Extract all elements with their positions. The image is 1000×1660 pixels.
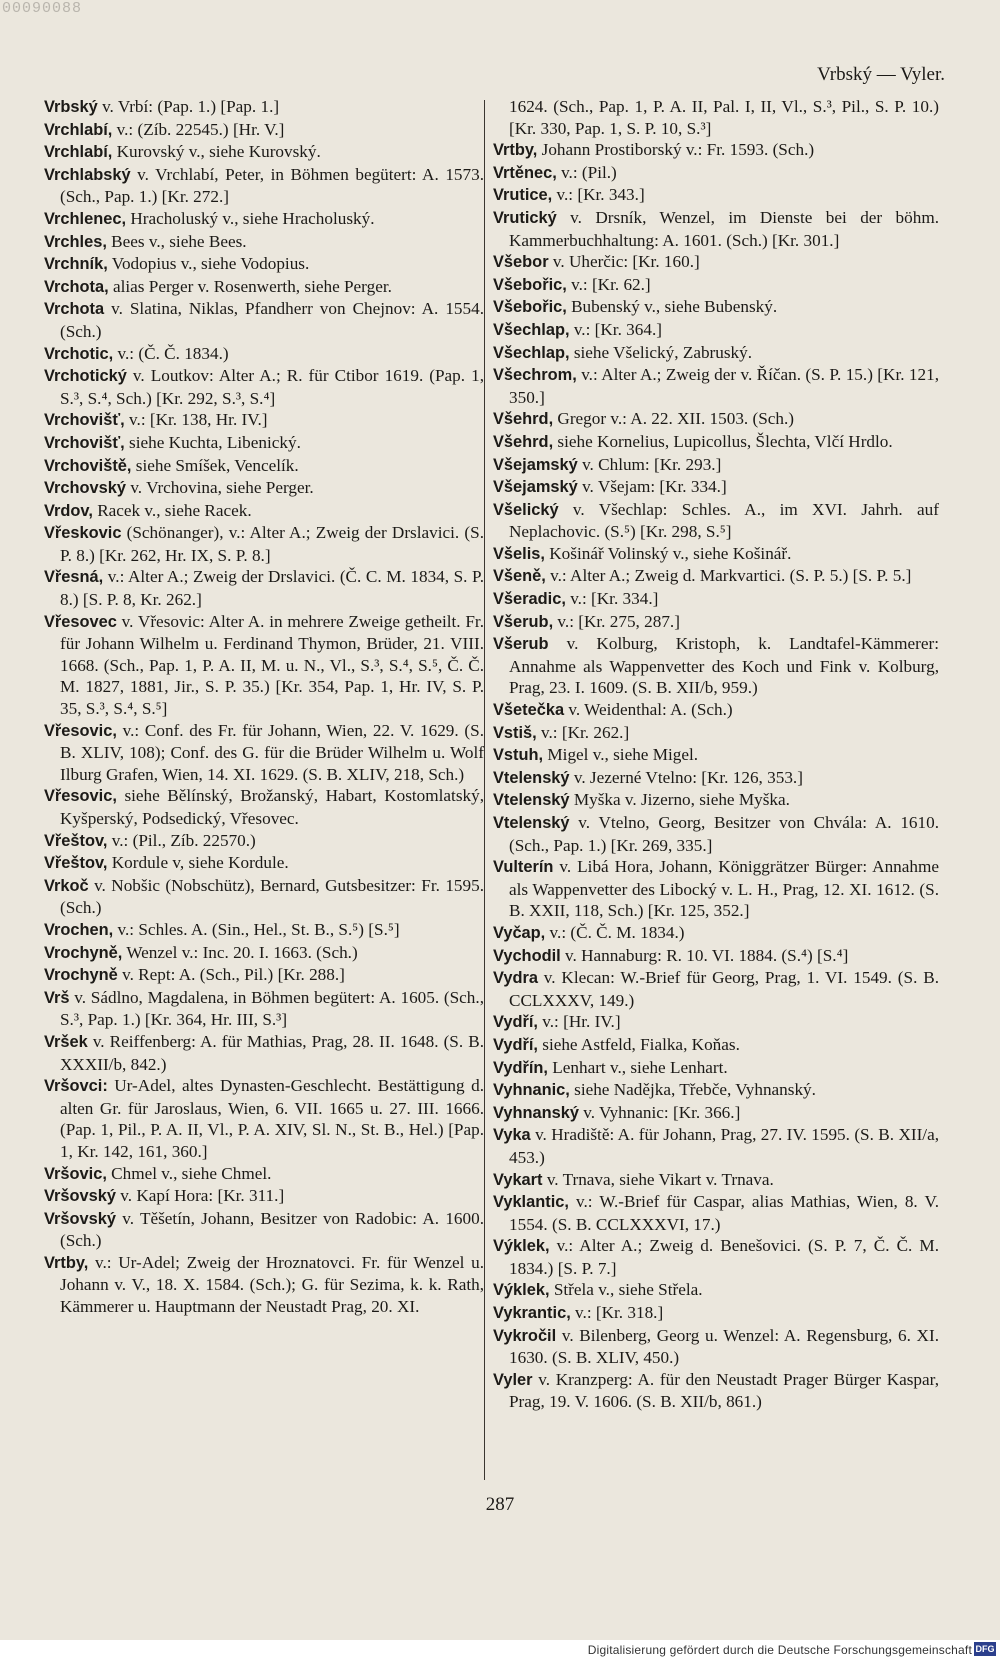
entry-text: Ur-Adel, altes Dynasten-Geschlecht. Bestättigung d. alten Gr. für Jaroslaus, Wien, 6. VII. 1665 u. 27. III. 1666. (Pap. 1, Pil., P. A. II, Vl., P. A. XIV, Sl. N., St. B., Hel.) [Pap. 1, Kr. 142, 161, 360.] xyxy=(60,1076,484,1161)
entry-text: v.: Alter A.; Zweig der v. Říčan. (S. P. 15.) [Kr. 121, 350.] xyxy=(509,365,939,407)
entry-headword: Vrchník, xyxy=(44,255,108,274)
dictionary-entry xyxy=(493,1279,939,1302)
dictionary-entry xyxy=(44,942,484,965)
entry-text: siehe Astfeld, Fialka, Koňas. xyxy=(537,1034,740,1054)
entry-text: v. Weidenthal: A. (Sch.) xyxy=(564,700,733,720)
entry-headword: Všechlap, xyxy=(493,320,570,339)
entry-text: Bees v., siehe Bees. xyxy=(106,231,247,251)
entry-text: Hracholuský v., siehe Hracholuský. xyxy=(126,208,375,228)
entry-headword: Výklek, xyxy=(493,1237,550,1256)
entry-text: v. Hannaburg: R. 10. VI. 1884. (S.⁴) [S.⁴] xyxy=(560,945,849,965)
dictionary-entry xyxy=(493,1325,939,1369)
entry-headword: Vrochen, xyxy=(44,920,114,939)
entry-text: v. Vyhnanic: [Kr. 366.] xyxy=(578,1102,741,1122)
entry-headword: Vřesovic, xyxy=(44,721,117,740)
entry-headword: Vršovský xyxy=(44,1187,116,1206)
entry-text: v.: (Pil.) xyxy=(556,162,617,182)
entry-headword: Vřesovic, xyxy=(44,787,117,806)
dictionary-entry xyxy=(44,432,484,455)
dictionary-entry xyxy=(493,364,939,408)
entry-text: v. Kapí Hora: [Kr. 311.] xyxy=(116,1186,285,1206)
dictionary-entry xyxy=(493,319,939,342)
entry-headword: Vyklantic, xyxy=(493,1193,569,1212)
entry-headword: Všechlap, xyxy=(493,343,570,362)
entry-text: v.: Alter A.; Zweig d. Markvartici. (S. P. 5.) [S. P. 5.] xyxy=(545,566,912,586)
entry-headword: Vyčap, xyxy=(493,923,546,942)
dictionary-entry xyxy=(493,342,939,365)
entry-headword: Vřeštov, xyxy=(44,831,108,850)
dictionary-entry xyxy=(493,476,939,499)
entry-text: v. Klecan: W.-Brief für Georg, Prag, 1. VI. 1549. (S. B. CCLXXXV, 149.) xyxy=(509,968,939,1010)
entry-text: v.: Schles. A. (Sin., Hel., St. B., S.⁵) [S.⁵] xyxy=(113,919,400,939)
dictionary-entry xyxy=(493,767,939,790)
entry-headword: Vyhnanský xyxy=(493,1103,579,1122)
entry-text: v.: (Č. Č. 1834.) xyxy=(113,343,229,363)
dictionary-entry xyxy=(44,830,484,853)
entry-text: v.: Alter A.; Zweig der Drslavici. (Č. C. M. 1834, S. P. 8.) [S. P. 8, Kr. 262.] xyxy=(60,567,484,610)
entry-headword: Vrchotický xyxy=(44,367,127,386)
dictionary-entry xyxy=(493,543,939,566)
dictionary-entry xyxy=(493,699,939,722)
entry-headword: Vykrantic, xyxy=(493,1304,571,1323)
dictionary-entry xyxy=(493,96,939,139)
dictionary-entry xyxy=(44,477,484,500)
entry-text: v.: (Pil., Zíb. 22570.) xyxy=(107,830,256,850)
entry-text: v.: [Kr. 318.] xyxy=(570,1303,664,1323)
entry-text: siehe Všelický, Zabruský. xyxy=(569,342,753,362)
entry-headword: Vršovský xyxy=(44,1209,116,1228)
dictionary-entry xyxy=(493,789,939,812)
entry-headword: Vřesná, xyxy=(44,568,104,587)
entry-headword: Vršovci: xyxy=(44,1077,108,1096)
entry-headword: Vrchovišť, xyxy=(44,433,125,452)
dictionary-entry xyxy=(493,744,939,767)
entry-text: v. Reiffenberg: A. für Mathias, Prag, 28. II. 1648. (S. B. XXXII/b, 842.) xyxy=(60,1031,484,1074)
entry-headword: Všebořic, xyxy=(493,275,567,294)
footer-credit: Digitalisierung gefördert durch die Deutsche Forschungsgemeinschaft xyxy=(587,1643,972,1657)
entry-headword: Vrutický xyxy=(493,208,557,227)
entry-text: v. Drsník, Wenzel, im Dienste bei der böhm. Kammerbuchhaltung: A. 1601. (Sch.) [Kr. 301.] xyxy=(509,207,939,250)
entry-text: Chmel v., siehe Chmel. xyxy=(106,1163,272,1183)
dictionary-entry xyxy=(493,207,939,251)
entry-headword: Vyka xyxy=(493,1126,531,1145)
dictionary-entry xyxy=(44,276,484,299)
entry-headword: Vyler xyxy=(493,1370,533,1389)
column-divider xyxy=(484,100,485,1480)
entry-headword: Vrtby, xyxy=(44,1253,89,1272)
dictionary-entry xyxy=(44,455,484,478)
entry-text: v.: [Hr. IV.] xyxy=(537,1012,621,1032)
dictionary-entry xyxy=(493,611,939,634)
entry-text: v. Loutkov: Alter A.; R. für Ctibor 1619. (Pap. 1, S.³, S.⁴, Sch.) [Kr. 292, S.³, S.⁴] xyxy=(60,366,484,408)
entry-text: v. Chlum: [Kr. 293.] xyxy=(577,454,722,474)
dictionary-entry xyxy=(493,633,939,699)
entry-headword: Vršovic, xyxy=(44,1164,107,1183)
entry-headword: Vrchovský xyxy=(44,479,127,498)
entry-headword: Vrchoviště, xyxy=(44,456,132,475)
entry-text: v. Libá Hora, Johann, Königgrätzer Bürger: Annahme als Wappenvetter des Libocký v. L. H., Prag, 12. XI. 1612. (S. B. XXII, 118, Sch.) [Kr. 125, 352.] xyxy=(509,857,939,921)
dictionary-entry xyxy=(44,119,484,142)
entry-text: v. Rept: A. (Sch., Pil.) [Kr. 288.] xyxy=(117,965,345,985)
entry-text: Kurovský v., siehe Kurovský. xyxy=(112,142,321,162)
entry-headword: Vychodil xyxy=(493,946,561,965)
entry-text: v. Vřesovic: Alter A. in mehrere Zweige getheilt. Fr. für Johann Wilhelm u. Ferdinand Thymon, Brüder, 21. VIII. 1668. (Sch., Pap. 1, P. A. II, M. u. N., Vl., S.³, S.⁴, S.⁵, Č. Č. M. 1827, 1881, Jir., S. P. 35.) [Kr. 354, Pap. 1, Hr. IV, S. P. 35, S.³, S.⁴, S.⁵] xyxy=(60,611,484,719)
entry-text: alias Perger v. Rosenwerth, siehe Perger. xyxy=(108,276,392,296)
entry-headword: Vstiš, xyxy=(493,723,537,742)
entry-headword: Vrchlenec, xyxy=(44,209,127,228)
entry-text: siehe Kuchta, Libenický. xyxy=(124,432,301,452)
entry-text: Lenhart v., siehe Lenhart. xyxy=(547,1057,728,1077)
entry-headword: Vrtby, xyxy=(493,141,538,160)
entry-headword: Všejamský xyxy=(493,478,578,497)
entry-headword: Všechrom, xyxy=(493,366,577,385)
running-head: Vrbský — Vyler. xyxy=(817,64,945,85)
dictionary-entry xyxy=(493,251,939,274)
entry-headword: Všetečka xyxy=(493,701,565,720)
entry-text: v.: [Kr. 275, 287.] xyxy=(553,611,680,631)
entry-headword: Vydří, xyxy=(493,1035,538,1054)
dictionary-entry xyxy=(44,343,484,366)
dictionary-entry xyxy=(493,967,939,1011)
dictionary-entry xyxy=(44,964,484,987)
scan-stamp: 00090088 xyxy=(2,0,83,17)
entry-text: v.: W.-Brief für Caspar, alias Mathias, Wien, 8. V. 1554. (S. B. CCLXXXVI, 17.) xyxy=(509,1192,939,1234)
dictionary-entry xyxy=(44,875,484,919)
entry-text: v. Kranzperg: A. für den Neustadt Prager Bürger Kaspar, Prag, 19. V. 1606. (S. B. XII/b, 861.) xyxy=(509,1369,939,1412)
entry-headword: Vykart xyxy=(493,1170,543,1189)
dictionary-entry xyxy=(493,722,939,745)
entry-headword: Všehrd, xyxy=(493,410,554,429)
entry-headword: Všerub, xyxy=(493,612,554,631)
entry-text: v.: [Kr. 138, Hr. IV.] xyxy=(124,410,268,430)
entry-text: Střela v., siehe Střela. xyxy=(549,1280,703,1300)
entry-text: v. Slatina, Niklas, Pfandherr von Chejnov: A. 1554. (Sch.) xyxy=(60,299,484,341)
dictionary-entry xyxy=(44,720,484,786)
dictionary-entry xyxy=(493,274,939,297)
dictionary-entry xyxy=(493,296,939,319)
page-number: 287 xyxy=(485,1494,515,1515)
dictionary-entry xyxy=(44,1031,484,1075)
dfg-logo: DFG xyxy=(975,1644,995,1654)
entry-text: v.: [Kr. 262.] xyxy=(536,722,630,742)
entry-text: v.: (Č. Č. M. 1834.) xyxy=(545,922,685,942)
entry-headword: Vrchota, xyxy=(44,277,109,296)
entry-headword: Vrtěnec, xyxy=(493,163,557,182)
dictionary-entry xyxy=(493,1011,939,1034)
entry-headword: Vršek xyxy=(44,1032,88,1051)
dictionary-entry xyxy=(493,1124,939,1168)
entry-text: Vodopius v., siehe Vodopius. xyxy=(107,254,310,274)
entry-text: v. Uherčic: [Kr. 160.] xyxy=(548,252,700,272)
entry-headword: Vydří, xyxy=(493,1013,538,1032)
entry-text: v.: [Kr. 343.] xyxy=(552,185,645,205)
entry-text: Johann Prostiborský v.: Fr. 1593. (Sch.) xyxy=(537,140,815,160)
entry-headword: Vrchotic, xyxy=(44,344,114,363)
entry-text: v. Sádlno, Magdalena, in Böhmen begütert: A. 1605. (Sch., S.³, Pap. 1.) [Kr. 364, Hr. III, S.³] xyxy=(60,987,484,1030)
dictionary-entry xyxy=(44,208,484,231)
entry-headword: Všehrd, xyxy=(493,432,554,451)
entry-text: Racek v., siehe Racek. xyxy=(92,500,252,520)
entry-headword: Vrchlabí, xyxy=(44,143,113,162)
dictionary-entry xyxy=(44,231,484,254)
entry-headword: Vydra xyxy=(493,969,538,988)
entry-text: v. Vrchovina, siehe Perger. xyxy=(126,478,314,498)
entry-headword: Všebořic, xyxy=(493,298,567,317)
entry-text: v.: [Kr. 364.] xyxy=(569,319,662,339)
dictionary-entry xyxy=(44,96,484,119)
entry-text: v. Vrchlabí, Peter, in Böhmen begütert: A. 1573. (Sch., Pap. 1.) [Kr. 272.] xyxy=(60,164,484,207)
entry-text: v.: Alter A.; Zweig d. Benešovici. (S. P. 7, Č. Č. M. 1834.) [S. P. 7.] xyxy=(509,1236,939,1278)
entry-text: v.: (Zíb. 22545.) [Hr. V.] xyxy=(112,119,285,139)
dictionary-entry xyxy=(44,1075,484,1162)
entry-text: Kordule v, siehe Kordule. xyxy=(107,853,289,873)
dictionary-entry xyxy=(493,139,939,162)
entry-text: v. Těšetín, Johann, Besitzer von Radobic: A. 1600. (Sch.) xyxy=(60,1208,484,1251)
entry-headword: Všejamský xyxy=(493,455,578,474)
dictionary-entry xyxy=(493,1191,939,1235)
right-column xyxy=(493,96,939,1413)
entry-text: Wenzel v.: Inc. 20. I. 1663. (Sch.) xyxy=(122,942,358,962)
entry-text: v. Jezerné Vtelno: [Kr. 126, 353.] xyxy=(569,767,803,787)
dictionary-entry xyxy=(493,1169,939,1192)
dictionary-entry xyxy=(493,1034,939,1057)
entry-text: v. Vtelno, Georg, Besitzer von Chvála: A. 1610. (Sch., Pap. 1.) [Kr. 269, 335.] xyxy=(509,813,939,855)
dictionary-entry xyxy=(44,1208,484,1252)
dictionary-entry xyxy=(493,812,939,856)
entry-headword: Vřesovec xyxy=(44,612,117,631)
entry-text: Migel v., siehe Migel. xyxy=(543,745,699,765)
entry-headword: Vřeštov, xyxy=(44,854,108,873)
dictionary-entry xyxy=(44,1252,484,1318)
dictionary-entry xyxy=(44,365,484,409)
entry-text: v.: [Kr. 62.] xyxy=(566,274,651,294)
dictionary-entry xyxy=(493,454,939,477)
dictionary-entry xyxy=(44,987,484,1031)
entry-text: Košinář Volinský v., siehe Košinář. xyxy=(544,543,792,563)
entry-text: (Schönanger), v.: Alter A.; Zweig der Drslavici. (S. P. 8.) [Kr. 262, Hr. IX, S. P. 8.] xyxy=(60,523,484,565)
dictionary-entry xyxy=(493,565,939,588)
dictionary-entry xyxy=(493,945,939,968)
entry-headword: Vrchles, xyxy=(44,232,107,251)
dictionary-entry xyxy=(493,162,939,185)
entry-headword: Vrochyně, xyxy=(44,943,123,962)
dictionary-entry xyxy=(493,431,939,454)
dictionary-entry xyxy=(493,1235,939,1279)
entry-headword: Vrchlabský xyxy=(44,165,131,184)
dictionary-entry xyxy=(493,1102,939,1125)
entry-text: v. Všechlap: Schles. A., im XVI. Jahrh. auf Neplachovic. (S.⁵) [Kr. 298, S.⁵] xyxy=(509,499,939,542)
dictionary-entry xyxy=(44,500,484,523)
entry-text: siehe Kornelius, Lupicollus, Šlechta, Vlčí Hrdlo. xyxy=(553,431,893,451)
entry-headword: Vydřín, xyxy=(493,1058,548,1077)
entry-text: siehe Nadějka, Třebče, Vyhnanský. xyxy=(569,1080,816,1100)
entry-headword: Vrdov, xyxy=(44,501,93,520)
dictionary-entry xyxy=(44,611,484,720)
dictionary-entry xyxy=(44,409,484,432)
dictionary-entry xyxy=(44,522,484,566)
entry-headword: Všeně, xyxy=(493,567,546,586)
entry-text: v.: [Kr. 334.] xyxy=(565,589,659,609)
dictionary-entry xyxy=(493,1369,939,1413)
dictionary-entry xyxy=(493,1079,939,1102)
entry-text: v. Bilenberg, Georg u. Wenzel: A. Regensburg, 6. XI. 1630. (S. B. XLIV, 450.) xyxy=(509,1325,939,1368)
entry-headword: Všerub xyxy=(493,635,549,654)
entry-headword: Všelický xyxy=(493,500,559,519)
dictionary-entry xyxy=(44,919,484,942)
entry-headword: Vtelenský xyxy=(493,791,570,810)
entry-headword: Všelis, xyxy=(493,544,545,563)
entry-headword: Vrochyně xyxy=(44,966,118,985)
dictionary-entry xyxy=(44,141,484,164)
left-column xyxy=(44,96,484,1318)
entry-headword: Vstuh, xyxy=(493,746,544,765)
entry-headword: Vrchota xyxy=(44,300,105,319)
dictionary-entry xyxy=(493,588,939,611)
entry-text: siehe Bělínský, Brožanský, Habart, Kostomlatský, Kyšperský, Podsedický, Vřesovec. xyxy=(60,786,484,828)
dictionary-entry xyxy=(493,499,939,543)
entry-text: v. Trnava, siehe Vikart v. Trnava. xyxy=(542,1169,774,1189)
entry-headword: Vřeskovic xyxy=(44,524,122,543)
dictionary-entry xyxy=(44,164,484,208)
entry-headword: Vulterín xyxy=(493,858,554,877)
entry-headword: Výklek, xyxy=(493,1281,550,1300)
entry-text: v.: Ur-Adel; Zweig der Hroznatovci. Fr. für Wenzel u. Johann v. V., 18. X. 1584. (Sch.); G. für Sezima, k. k. Rath, Kämmerer u. Hauptmann der Neustadt Prag, 20. XI. xyxy=(60,1252,484,1317)
entry-headword: Vrbský xyxy=(44,98,98,116)
entry-headword: Všeradic, xyxy=(493,590,566,609)
entry-text: v. Nobšic (Nobschütz), Bernard, Gutsbesitzer: Fr. 1595. (Sch.) xyxy=(60,875,484,918)
dictionary-entry xyxy=(493,184,939,207)
entry-headword: Vtelenský xyxy=(493,768,570,787)
dictionary-entry xyxy=(44,253,484,276)
dictionary-entry xyxy=(493,1302,939,1325)
entry-headword: Vyhnanic, xyxy=(493,1081,570,1100)
entry-text: v. Vrbí: (Pap. 1.) [Pap. 1.] xyxy=(97,97,280,116)
entry-headword: Vrutice, xyxy=(493,186,553,205)
entry-headword: Všebor xyxy=(493,253,549,272)
entry-text: Myška v. Jizerno, siehe Myška. xyxy=(569,790,790,810)
entry-text: v. Všejam: [Kr. 334.] xyxy=(577,477,727,497)
dictionary-entry xyxy=(44,1163,484,1186)
dictionary-entry xyxy=(44,298,484,342)
entry-text: siehe Smíšek, Vencelík. xyxy=(131,455,299,475)
entry-headword: Vtelenský xyxy=(493,814,570,832)
dictionary-entry xyxy=(44,1185,484,1208)
entry-text: 1624. (Sch., Pap. 1, P. A. II, Pal. I, II, Vl., S.³, Pil., S. P. 10.) [Kr. 330, Pap. 1, S. P. 10, S.³] xyxy=(509,97,939,138)
entry-text: Gregor v.: A. 22. XII. 1503. (Sch.) xyxy=(553,409,795,429)
entry-text: v. Hradiště: A. für Johann, Prag, 27. IV. 1595. (S. B. XII/a, 453.) xyxy=(509,1125,939,1167)
entry-headword: Vrchovišť, xyxy=(44,411,125,430)
entry-headword: Vrš xyxy=(44,988,70,1007)
entry-text: v.: Conf. des Fr. für Johann, Wien, 22. V. 1629. (S. B. XLIV, 108); Conf. des G. für die Brüder Wilhelm u. Wolf Ilburg Grafen, Wien, 14. XI. 1629. (S. B. XLIV, 218, Sch.) xyxy=(60,720,484,784)
dictionary-entry xyxy=(493,922,939,945)
entry-headword: Vykročil xyxy=(493,1326,557,1345)
entry-headword: Vrchlabí, xyxy=(44,120,113,139)
entry-headword: Vrkoč xyxy=(44,876,89,895)
dictionary-entry xyxy=(493,856,939,922)
dictionary-entry xyxy=(493,408,939,431)
entry-text: Bubenský v., siehe Bubenský. xyxy=(566,297,778,317)
dictionary-entry xyxy=(44,785,484,829)
entry-text: v. Kolburg, Kristoph, k. Landtafel-Kämmerer: Annahme als Wappenvetter des Koch und Fink v. Kolburg, Prag, 23. I. 1609. (S. B. XII/b, 959.) xyxy=(509,634,939,698)
dictionary-entry xyxy=(493,1057,939,1080)
dictionary-entry xyxy=(44,852,484,875)
dictionary-entry xyxy=(44,566,484,610)
